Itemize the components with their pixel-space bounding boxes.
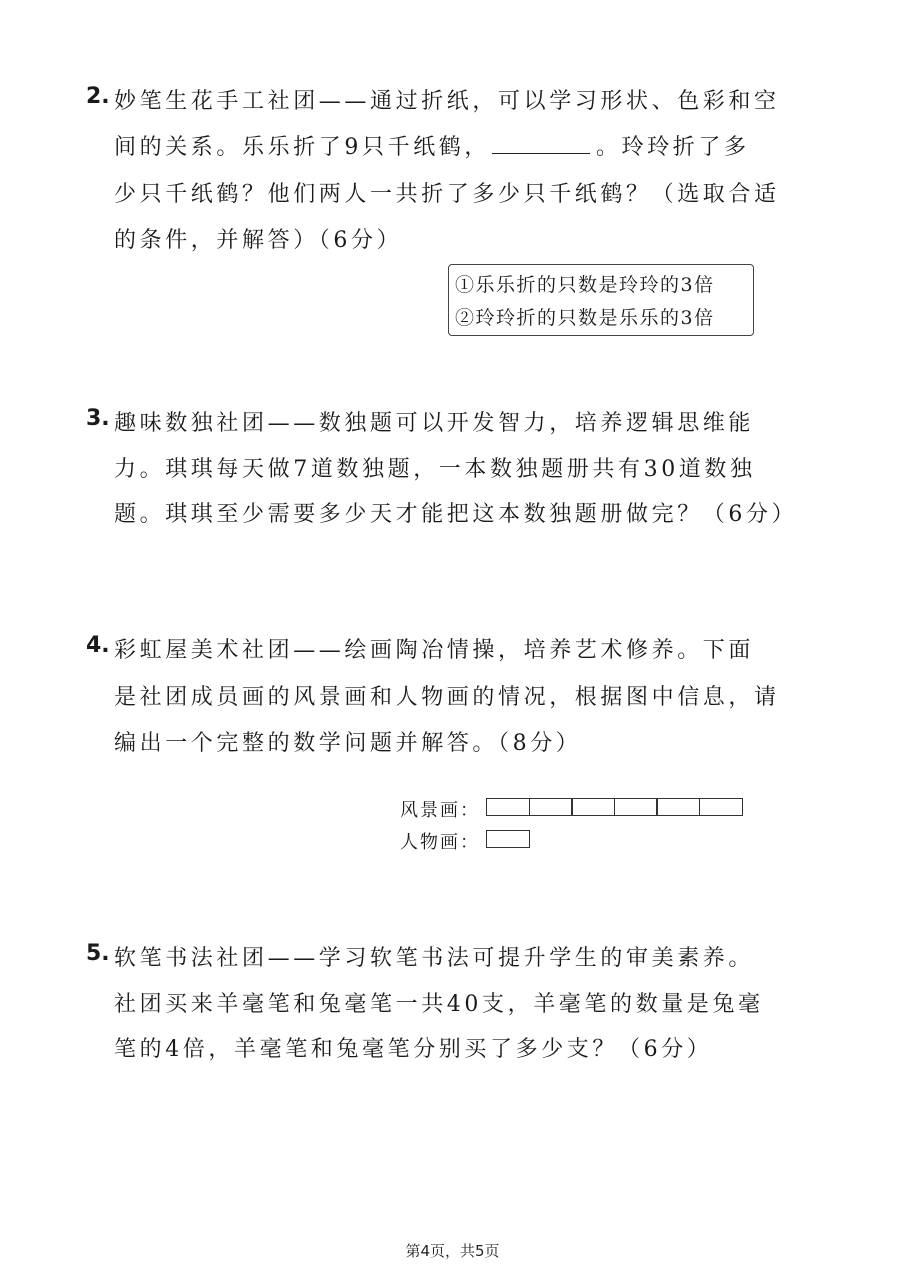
bar-unit-cell: [614, 798, 658, 816]
bar-unit-cell: [486, 798, 530, 816]
bar-unit-cell: [699, 798, 743, 816]
problem-number: 2.: [86, 84, 110, 109]
problem-text-line: 题。琪琪至少需要多少天才能把这本数独题册做完？（6分）: [114, 502, 798, 527]
problem-text-line: 编出一个完整的数学问题并解答。（8分）: [114, 731, 582, 756]
chart-row-portrait: [400, 828, 760, 852]
problem-text-segment: 间的关系。乐乐折了9只千纸鹤，: [114, 135, 490, 160]
chart-row-label: 风景画：: [400, 800, 480, 821]
problem-number: 3.: [86, 406, 110, 431]
problem-text-line: 彩虹屋美术社团——绘画陶冶情操，培养艺术修养。下面: [114, 638, 755, 663]
bar-units: [486, 798, 743, 816]
problem-number: 4.: [86, 633, 110, 658]
bar-unit-cell: [571, 798, 615, 816]
problem-text-line: 的条件，并解答）（6分）: [114, 228, 403, 253]
problem-text-line: 软笔书法社团——学习软笔书法可提升学生的审美素养。: [114, 946, 755, 971]
bar-unit-cell: [529, 798, 573, 816]
chart-row-landscape: [400, 796, 760, 820]
condition-option: ①乐乐折的只数是玲玲的3倍: [455, 274, 715, 296]
problem-text-line: 少只千纸鹤？他们两人一共折了多少只千纸鹤？（选取合适: [114, 182, 780, 207]
problem-text-line: 社团买来羊毫笔和兔毫笔一共40支，羊毫笔的数量是兔毫: [114, 992, 764, 1017]
problem-text-line: 妙笔生花手工社团——通过折纸，可以学习形状、色彩和空: [114, 89, 780, 114]
page-footer: 第4页，共5页: [405, 1242, 500, 1260]
answer-blank[interactable]: [492, 135, 590, 154]
problem-text-line: [114, 130, 750, 161]
condition-option: ②玲玲折的只数是乐乐的3倍: [455, 307, 715, 329]
problem-text-line: 力。琪琪每天做7道数独题，一本数独题册共有30道数独: [114, 457, 756, 482]
problem-text-line: 趣味数独社团——数独题可以开发智力，培养逻辑思维能: [114, 411, 755, 436]
problem-text-line: 是社团成员画的风景画和人物画的情况，根据图中信息，请: [114, 685, 780, 710]
problem-text-segment: 。玲玲折了多: [596, 135, 750, 160]
bar-unit-cell: [656, 798, 700, 816]
problem-text-line: 笔的4倍，羊毫笔和兔毫笔分别买了多少支？（6分）: [114, 1037, 713, 1062]
bar-units: [486, 830, 530, 848]
problem-number: 5.: [86, 941, 110, 966]
bar-unit-cell: [486, 830, 530, 848]
condition-options-box: [448, 264, 754, 336]
chart-row-label: 人物画：: [400, 832, 480, 853]
